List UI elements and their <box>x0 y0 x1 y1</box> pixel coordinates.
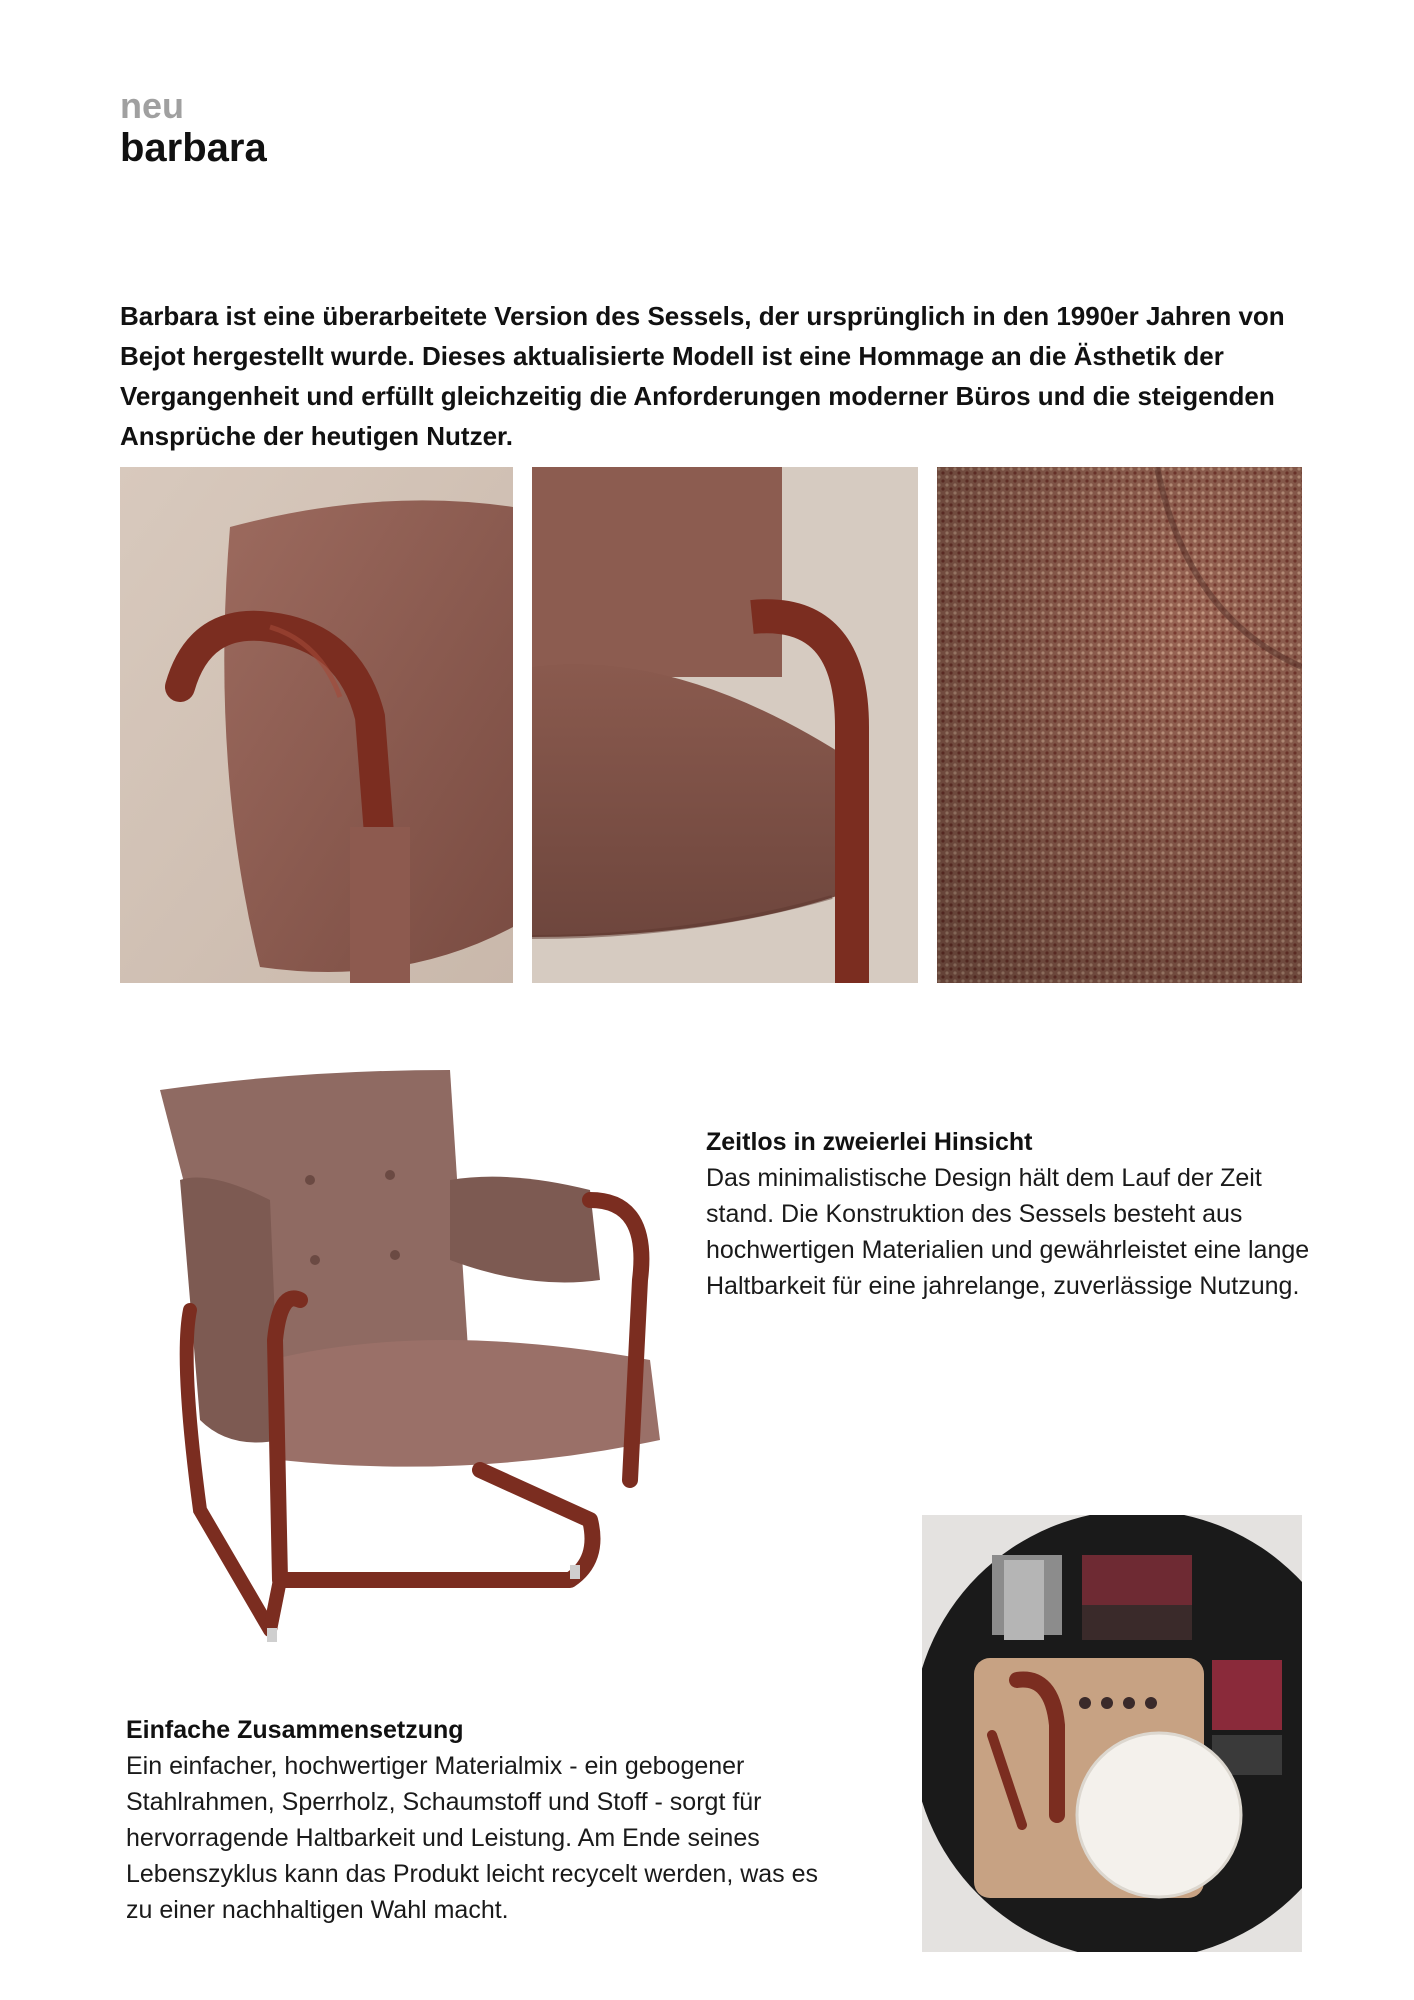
section-assembly-body: Ein einfacher, hochwertiger Materialmix - ein gebogener Stahlrahmen, Sperrholz, Schaumstoff und Stoff - sorgt für hervorragende Haltbarkeit und Leistung. Am Ende seines Lebenszyklus kann das Produkt leicht recycelt werden, was es zu einer nachhaltigen Wahl macht. <box>126 1752 819 1924</box>
photo-armrest-detail <box>120 467 513 983</box>
section-timeless-body: Das minimalistische Design hält dem Lauf der Zeit stand. Die Konstruktion des Sessels besteht aus hochwertigen Materialien und gewährleistet eine lange Haltbarkeit für eine jahrelange, zuverlässige Nutzung. <box>706 1164 1310 1300</box>
header-eyebrow: neu <box>120 85 185 126</box>
photo-full-chair <box>150 1060 670 1650</box>
page-title: barbara <box>120 126 267 170</box>
intro-paragraph: Barbara ist eine überarbeitete Version des Sessels, der ursprünglich in den 1990er Jahren von Bejot hergestellt wurde. Dieses aktualisierte Modell ist eine Hommage an die Ästhetik der Vergangenheit und erfüllt gleichzeitig die Anforderungen moderner Büros und die steigenden Ansprüche der heutigen Nutzer. <box>120 301 1285 451</box>
photo-material-board <box>922 1515 1302 1952</box>
section-timeless-heading: Zeitlos in zweierlei Hinsicht <box>706 1128 1033 1156</box>
photo-seat-detail <box>532 467 918 983</box>
section-timeless <box>706 1124 1326 1304</box>
section-assembly-heading: Einfache Zusammensetzung <box>126 1716 464 1744</box>
section-assembly <box>126 1712 826 1928</box>
photo-fabric-texture <box>937 467 1302 983</box>
